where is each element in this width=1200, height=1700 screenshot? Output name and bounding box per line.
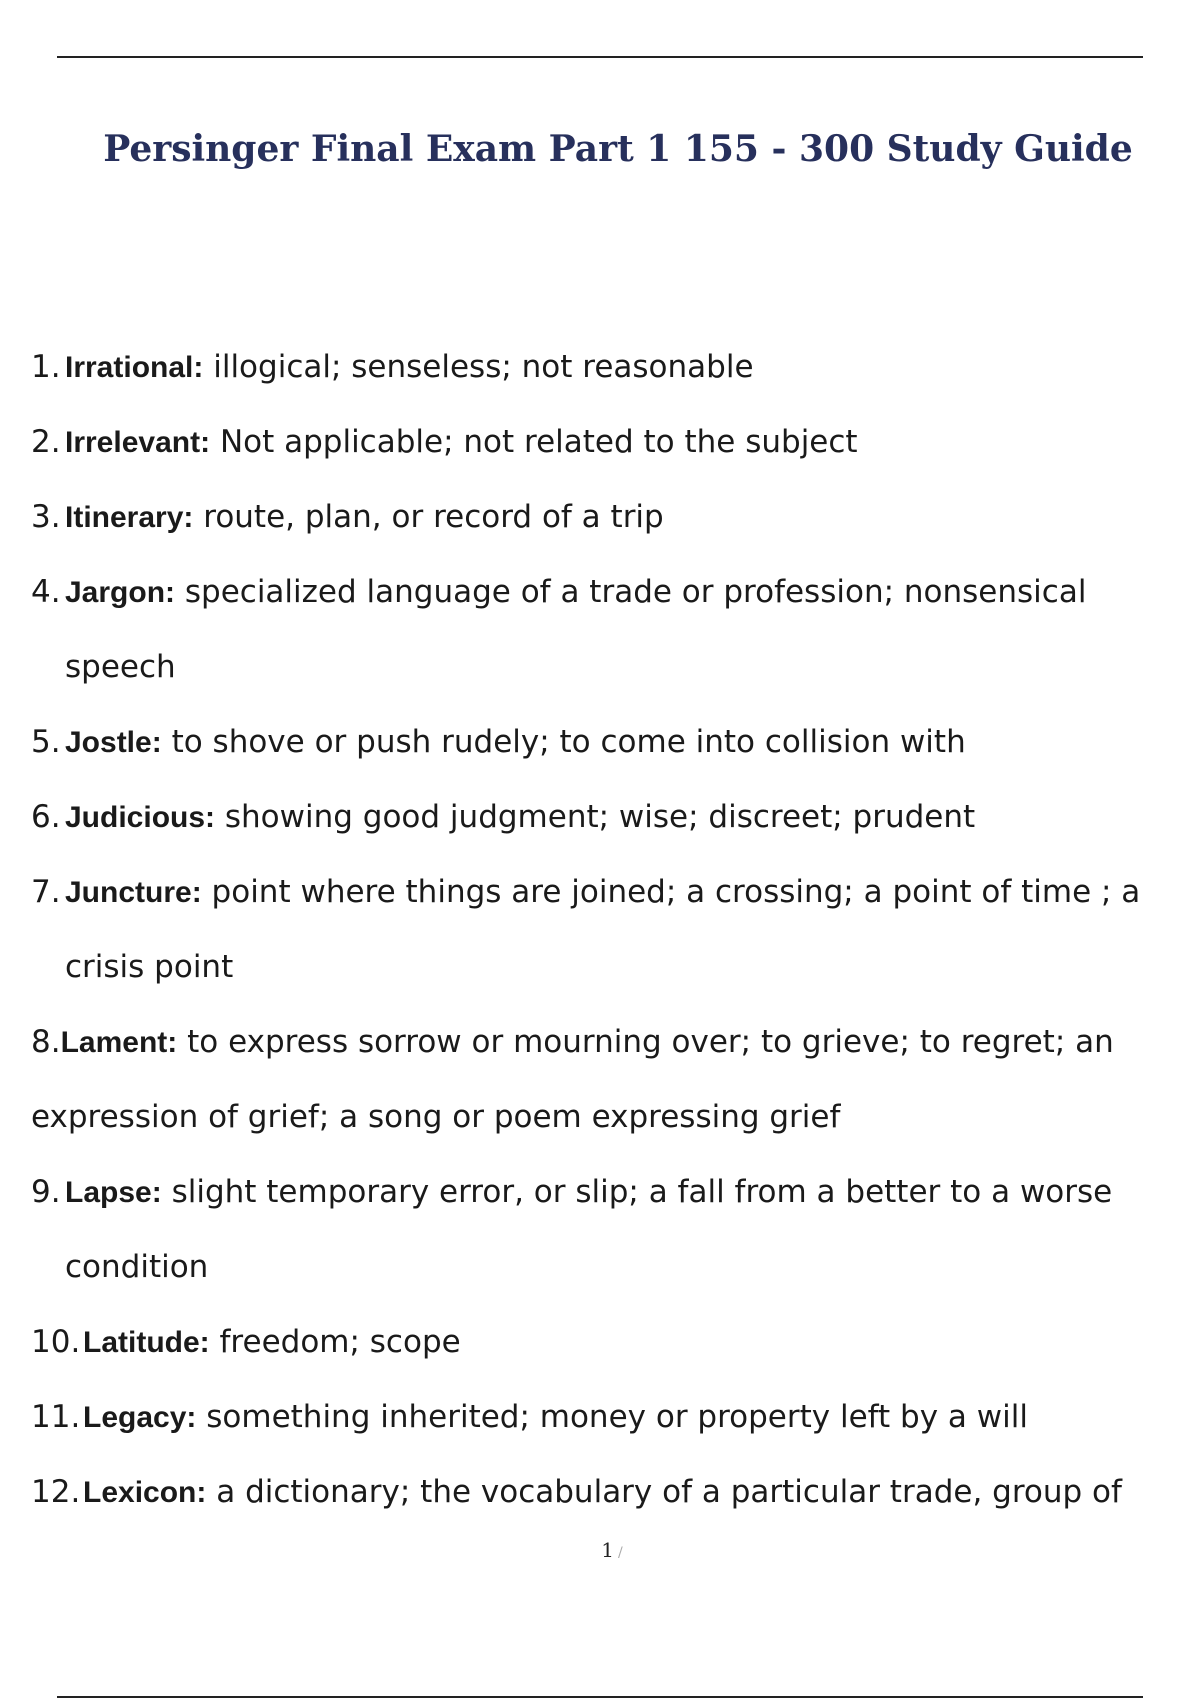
item-term: Latitude: xyxy=(83,1326,210,1359)
item-number: 2. xyxy=(31,424,61,460)
list-item xyxy=(31,1305,1191,1380)
bottom-rule xyxy=(57,1696,1143,1698)
item-term: Lament: xyxy=(60,1026,178,1059)
list-item xyxy=(31,480,1191,555)
item-number: 5. xyxy=(31,724,61,760)
item-number: 11. xyxy=(31,1399,81,1435)
list-item xyxy=(31,1380,1191,1455)
item-definition: something inherited; money or property left by a will xyxy=(206,1399,1028,1435)
item-term: Lapse: xyxy=(65,1176,162,1209)
item-definition: to shove or push rudely; to come into collision with xyxy=(171,724,966,760)
item-definition: Not applicable; not related to the subject xyxy=(219,424,858,460)
top-rule xyxy=(57,56,1143,58)
item-definition: route, plan, or record of a trip xyxy=(203,499,664,535)
item-term: Irrelevant: xyxy=(65,426,211,459)
list-item xyxy=(31,1155,1191,1305)
item-term: Judicious: xyxy=(65,801,216,834)
list-item xyxy=(31,780,1191,855)
item-definition: showing good judgment; wise; discreet; prudent xyxy=(224,799,976,835)
item-number: 3. xyxy=(31,499,61,535)
list-item xyxy=(31,1455,1191,1530)
item-number: 4. xyxy=(31,574,61,610)
page-number-value: 1 xyxy=(601,1538,614,1562)
item-number: 6. xyxy=(31,799,61,835)
item-number: 9. xyxy=(31,1174,61,1210)
item-number: 7. xyxy=(31,874,61,910)
item-term: Lexicon: xyxy=(83,1476,207,1509)
item-definition: to express sorrow or mourning over; to grieve; to regret; an expression of grief; a song or poem expressing grief xyxy=(31,1024,1114,1135)
item-definition: point where things are joined; a crossing; a point of time ; a crisis point xyxy=(65,874,1141,985)
vocabulary-list xyxy=(31,330,1191,1530)
item-term: Jargon: xyxy=(65,576,176,609)
item-term: Itinerary: xyxy=(65,501,194,534)
item-term: Jostle: xyxy=(65,726,162,759)
list-item xyxy=(31,555,1191,705)
item-number: 10. xyxy=(31,1324,81,1360)
item-number: 12. xyxy=(31,1474,81,1510)
page-number xyxy=(0,1538,1200,1562)
item-definition: freedom; scope xyxy=(219,1324,461,1360)
document-title: Persinger Final Exam Part 1 155 - 300 Study Guide xyxy=(103,128,1133,170)
item-number: 1. xyxy=(31,349,61,385)
list-item xyxy=(31,1005,1191,1155)
item-definition: specialized language of a trade or profession; nonsensical speech xyxy=(65,574,1087,685)
list-item xyxy=(31,405,1191,480)
list-item xyxy=(31,855,1191,1005)
item-term: Irrational: xyxy=(65,351,204,384)
list-item xyxy=(31,330,1191,405)
item-definition: slight temporary error, or slip; a fall from a better to a worse condition xyxy=(65,1174,1113,1285)
page-separator: / xyxy=(618,1545,623,1561)
list-item xyxy=(31,705,1191,780)
item-definition: illogical; senseless; not reasonable xyxy=(213,349,754,385)
item-term: Legacy: xyxy=(83,1401,197,1434)
item-term: Juncture: xyxy=(65,876,202,909)
item-number: 8. xyxy=(31,1024,61,1060)
item-definition: a dictionary; the vocabulary of a particular trade, group of xyxy=(216,1474,1122,1510)
